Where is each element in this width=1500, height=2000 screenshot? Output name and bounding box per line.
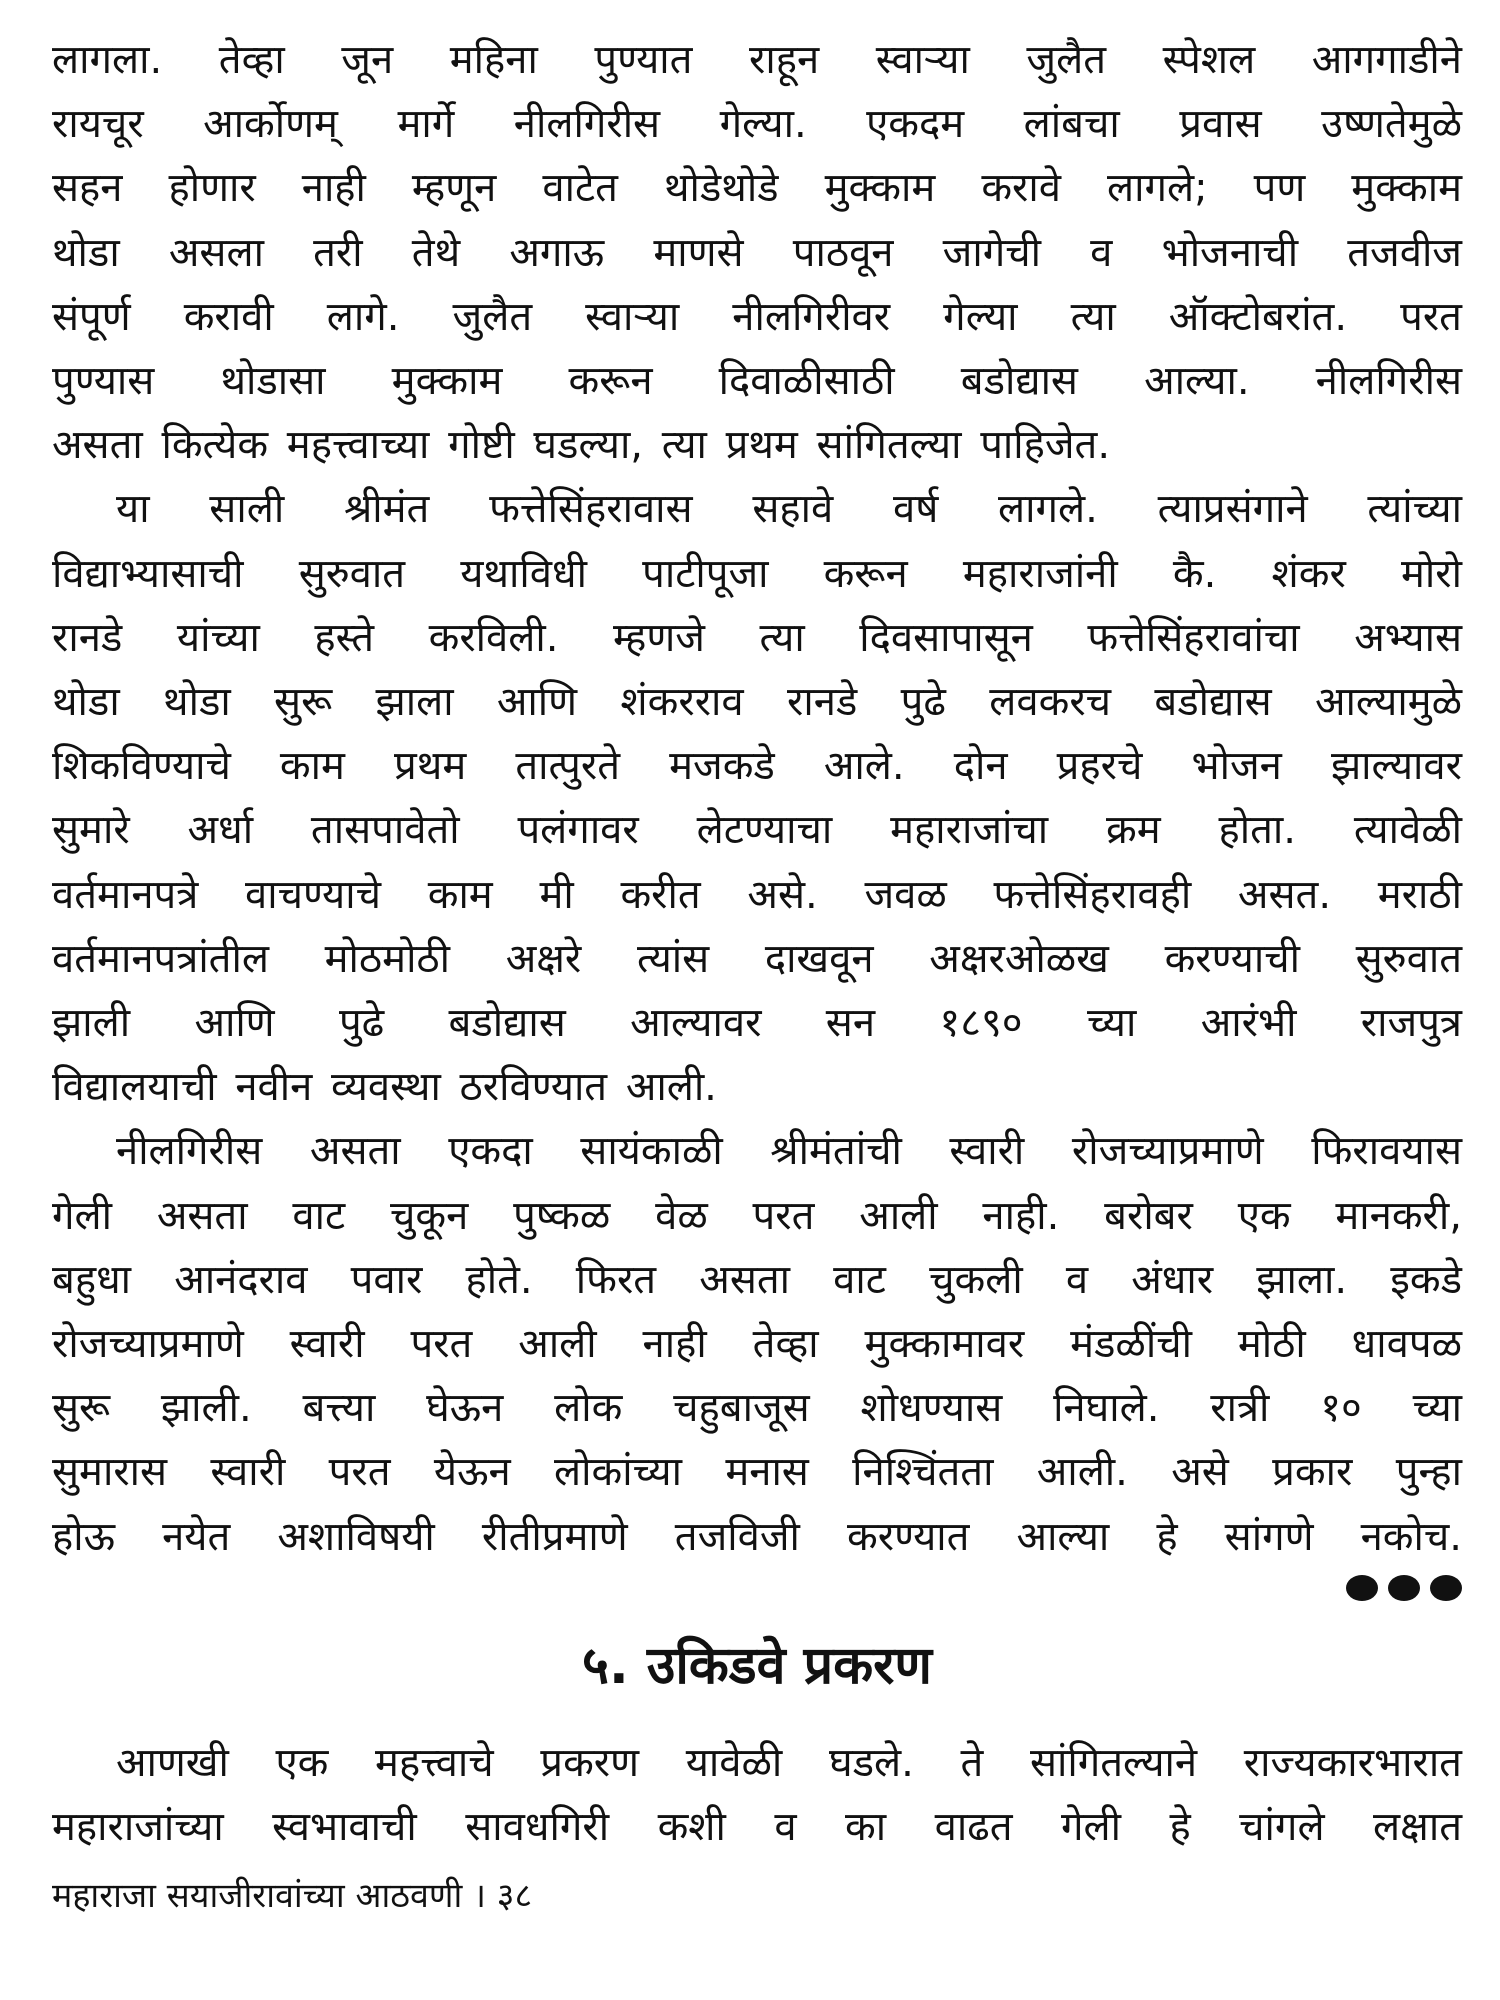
text-line: संपूर्ण करावी लागे. जुलैत स्वाऱ्या नीलगिरीवर गेल्या त्या ऑक्टोबरांत. परत [52,293,1462,340]
text-line: विद्याभ्यासाची सुरुवात यथाविधी पाटीपूजा करून महाराजांनी कै. शंकर मोरो [52,550,1462,597]
text-line: या साली श्रीमंत फत्तेसिंहरावास सहावे वर्ष लागले. त्याप्रसंगाने त्यांच्या [116,486,1462,533]
chapter-title: ५. उकिडवे प्रकरण [581,1635,933,1696]
text-line: रानडे यांच्या हस्ते करविली. म्हणजे त्या दिवसापासून फत्तेसिंहरावांचा अभ्यास [52,614,1462,661]
ornament-dot [1346,1575,1378,1601]
paragraph-2 [52,477,1462,1119]
text-line: वर्तमानपत्रांतील मोठमोठी अक्षरे त्यांस दाखवून अक्षरओळख करण्याची सुरुवात [52,935,1462,982]
text-line: गेली असता वाट चुकून पुष्कळ वेळ परत आली नाही. बरोबर एक मानकरी, [52,1192,1462,1239]
text-line: सुमारे अर्धा तासपावेतो पलंगावर लेटण्याचा महाराजांचा क्रम होता. त्यावेळी [52,807,1462,854]
text-line: असता कित्येक महत्त्वाच्या गोष्टी घडल्या, त्या प्रथम सांगितल्या पाहिजेत. [52,422,1111,469]
text-line: महाराजांच्या स्वभावाची सावधगिरी कशी व का वाढत गेली हे चांगले लक्षात [52,1804,1462,1851]
paragraph-3 [52,1119,1462,1568]
section-end-ornament [52,1573,1462,1603]
ornament-dot [1430,1575,1462,1601]
text-line: सुरू झाली. बत्त्या घेऊन लोक चहुबाजूस शोधण्यास निघाले. रात्री १० च्या [52,1385,1462,1432]
text-line: बहुधा आनंदराव पवार होते. फिरत असता वाट चुकली व अंधार झाला. इकडे [52,1256,1462,1303]
text-line: थोडा असला तरी तेथे अगाऊ माणसे पाठवून जागेची व भोजनाची तजवीज [52,229,1462,276]
text-line: झाली आणि पुढे बडोद्यास आल्यावर सन १८९० च्या आरंभी राजपुत्र [52,1000,1462,1047]
text-line: थोडा थोडा सुरू झाला आणि शंकरराव रानडे पुढे लवकरच बडोद्यास आल्यामुळे [52,679,1462,726]
paragraph-4 [52,1731,1462,1859]
paragraph-1 [52,28,1462,477]
text-line: नीलगिरीस असता एकदा सायंकाळी श्रीमंतांची स्वारी रोजच्याप्रमाणे फिरावयास [116,1128,1462,1175]
text-line: रोजच्याप्रमाणे स्वारी परत आली नाही तेव्हा मुक्कामावर मंडळींची मोठी धावपळ [52,1321,1462,1368]
text-line: लागला. तेव्हा जून महिना पुण्यात राहून स्वाऱ्या जुलैत स्पेशल आगगाडीने [52,37,1462,83]
text-line: सहन होणार नाही म्हणून वाटेत थोडेथोडे मुक्काम करावे लागले; पण मुक्काम [52,165,1462,212]
page-body [52,28,1462,1859]
page-footer: महाराजा सयाजीरावांच्या आठवणी । ३८ [52,1876,533,1916]
text-line: होऊ नयेत अशाविषयी रीतीप्रमाणे तजविजी करण्यात आल्या हे सांगणे नकोच. [52,1513,1462,1560]
text-line: विद्यालयाची नवीन व्यवस्था ठरविण्यात आली. [52,1064,717,1111]
text-line: वर्तमानपत्रे वाचण्याचे काम मी करीत असे. जवळ फत्तेसिंहरावही असत. मराठी [52,871,1462,918]
text-line: सुमारास स्वारी परत येऊन लोकांच्या मनास निश्चिंतता आली. असे प्रकार पुन्हा [52,1449,1462,1496]
text-line: शिकविण्याचे काम प्रथम तात्पुरते मजकडे आले. दोन प्रहरचे भोजन झाल्यावर [52,743,1462,790]
text-line: पुण्यास थोडासा मुक्काम करून दिवाळीसाठी बडोद्यास आल्या. नीलगिरीस [52,358,1462,405]
text-line: आणखी एक महत्त्वाचे प्रकरण यावेळी घडले. ते सांगितल्याने राज्यकारभारात [116,1739,1462,1786]
text-line: रायचूर आर्कोणम् मार्गे नीलगिरीस गेल्या. एकदम लांबचा प्रवास उष्णतेमुळे [52,101,1462,148]
ornament-dot [1388,1575,1420,1601]
